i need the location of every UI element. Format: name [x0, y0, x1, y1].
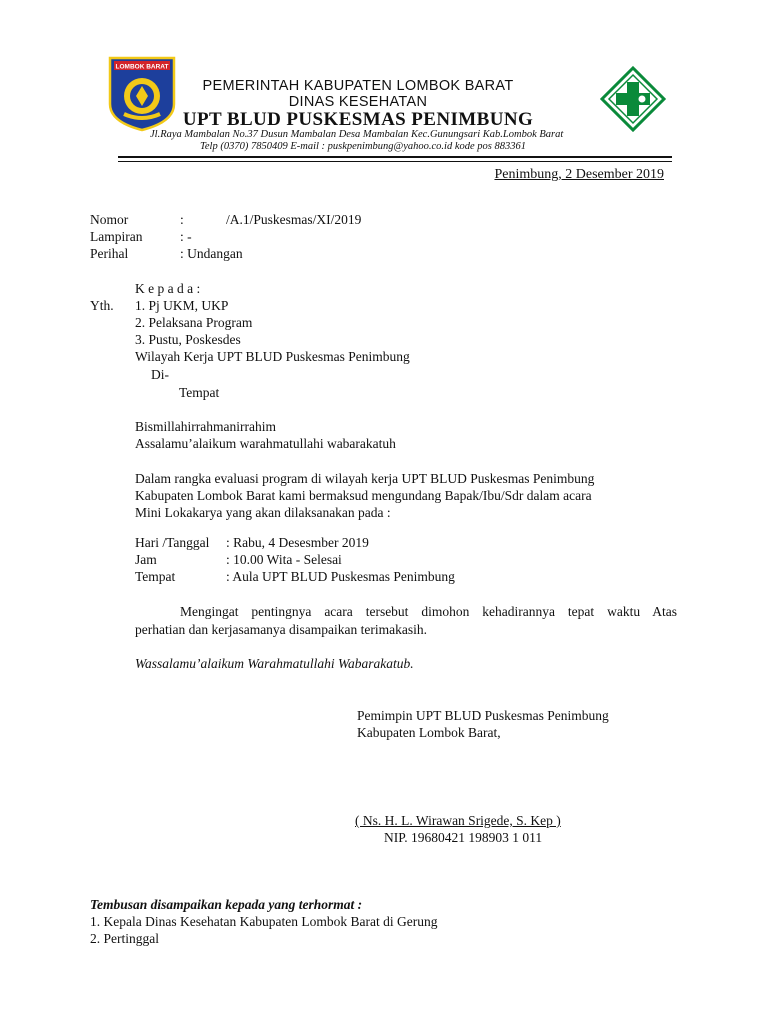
signature-title: Pemimpin UPT BLUD Puskesmas Penimbung: [357, 708, 609, 723]
event-place-label: Tempat: [135, 569, 176, 584]
letterhead-contact: Telp (0370) 7850409 E-mail : puskpenimbung@yahoo.co.id kode pos 883361: [200, 141, 526, 152]
header-rule-thin: [118, 161, 672, 162]
event-day-value: : Rabu, 4 Desesmber 2019: [226, 535, 369, 550]
nomor-value: /A.1/Puskesmas/XI/2019: [226, 212, 362, 227]
nomor-colon: :: [180, 212, 184, 227]
event-day-label: Hari /Tanggal: [135, 535, 210, 550]
recipient-item: 1. Pj UKM, UKP: [135, 298, 229, 313]
event-time-value: : 10.00 Wita - Selesai: [226, 552, 342, 567]
cc-item: 1. Kepala Dinas Kesehatan Kabupaten Lombok Barat di Gerung: [90, 914, 438, 929]
recipient-di: Di-: [151, 367, 169, 382]
yth-label: Yth.: [90, 298, 114, 313]
paragraph1-line: Kabupaten Lombok Barat kami bermaksud mengundang Bapak/Ibu/Sdr dalam acara: [135, 488, 592, 503]
logo-left-text: LOMBOK BARAT: [115, 63, 169, 71]
cc-item: 2. Pertinggal: [90, 931, 159, 946]
kepada-label: K e p a d a :: [135, 281, 201, 296]
lampiran-value: : -: [180, 229, 192, 244]
recipient-area: Wilayah Kerja UPT BLUD Puskesmas Penimbung: [135, 349, 410, 364]
event-time-label: Jam: [135, 552, 157, 567]
perihal-label: Perihal: [90, 246, 129, 261]
paragraph2-line: perhatian dan kerjasamanya disampaikan terimakasih.: [135, 622, 428, 637]
letterhead-institution: UPT BLUD PUSKESMAS PENIMBUNG: [182, 109, 534, 130]
recipient-item: 3. Pustu, Poskesdes: [135, 332, 241, 347]
closing-salam: Wassalamu’alaikum Warahmatullahi Wabarakatub.: [135, 656, 414, 671]
letterhead-address: Jl.Raya Mambalan No.37 Dusun Mambalan Desa Mambalan Kec.Gunungsari Kab.Lombok Barat: [150, 129, 564, 140]
event-place-value: : Aula UPT BLUD Puskesmas Penimbung: [226, 569, 455, 584]
recipient-item: 2. Pelaksana Program: [135, 315, 253, 330]
letterhead-department: DINAS KESEHATAN: [288, 94, 428, 110]
paragraph1-line: Mini Lokakarya yang akan dilaksanakan pada :: [135, 505, 391, 520]
signature-region: Kabupaten Lombok Barat,: [357, 725, 501, 740]
signature-name: ( Ns. H. L. Wirawan Srigede, S. Kep ): [355, 813, 561, 828]
paragraph1-line: Dalam rangka evaluasi program di wilayah kerja UPT BLUD Puskesmas Penimbung: [135, 471, 595, 486]
greeting-bismillah: Bismillahirrahmanirrahim: [135, 419, 276, 434]
signature-nip: NIP. 19680421 198903 1 011: [384, 830, 543, 845]
greeting-salam: Assalamu’alaikum warahmatullahi wabarakatuh: [135, 436, 396, 451]
paragraph2-line: Mengingat pentingnya acara tersebut dimohon kehadirannya tepat waktu Atas: [180, 604, 677, 619]
perihal-value: : Undangan: [180, 246, 243, 261]
recipient-tempat: Tempat: [179, 385, 220, 400]
header-rule-thick: [118, 156, 672, 158]
cc-heading: Tembusan disampaikan kepada yang terhormat :: [90, 897, 363, 912]
lampiran-label: Lampiran: [90, 229, 143, 244]
place-date: Penimbung, 2 Desember 2019: [494, 167, 664, 182]
nomor-label: Nomor: [90, 212, 129, 227]
letterhead-government: PEMERINTAH KABUPATEN LOMBOK BARAT: [202, 78, 514, 94]
